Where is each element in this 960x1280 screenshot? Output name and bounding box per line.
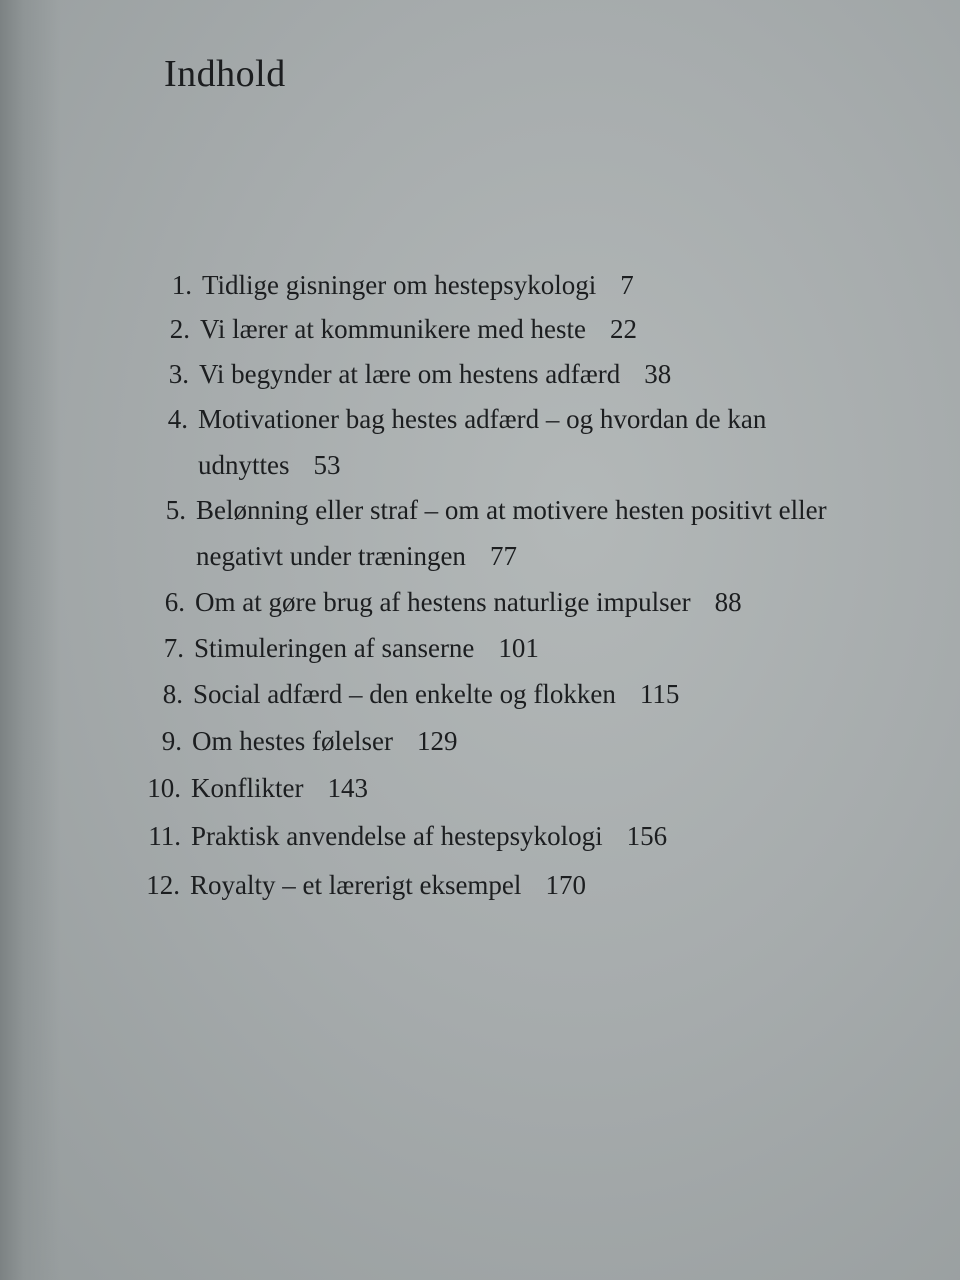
toc-entry-number: 12. bbox=[146, 870, 180, 900]
toc-entry-8 bbox=[162, 671, 680, 717]
toc-entry-title: Om at gøre brug af hestens naturlige impulser bbox=[195, 587, 691, 617]
toc-entry-title: Stimuleringen af sanserne bbox=[194, 633, 475, 663]
toc-entry-title: Vi lærer at kommunikere med heste bbox=[200, 314, 587, 344]
toc-entry-title: Om hestes følelser bbox=[192, 726, 393, 756]
toc-entry-page: 115 bbox=[639, 679, 680, 709]
toc-entry-number: 8. bbox=[162, 679, 183, 709]
toc-entry-title: Motivationer bag hestes adfærd – og hvordan de kan bbox=[198, 404, 767, 434]
toc-entry-page: 143 bbox=[327, 773, 368, 803]
toc-entry-page: 22 bbox=[610, 314, 638, 344]
toc-entry-page: 7 bbox=[620, 270, 634, 300]
toc-entry-title-cont: negativt under træningen bbox=[196, 541, 466, 571]
toc-entry-title: Belønning eller straf – om at motivere hesten positivt eller bbox=[196, 495, 827, 525]
toc-entry-title: Konflikter bbox=[191, 773, 304, 803]
toc-entry-9 bbox=[161, 718, 458, 764]
toc-entry-title: Vi begynder at lære om hestens adfærd bbox=[199, 359, 621, 389]
toc-entry-number: 7. bbox=[163, 633, 184, 663]
toc-entry-number: 10. bbox=[147, 773, 181, 803]
toc-entry-7 bbox=[163, 625, 539, 671]
toc-entry-12 bbox=[146, 862, 586, 908]
toc-entry-title: Royalty – et lærerigt eksempel bbox=[190, 870, 522, 900]
toc-entry-2 bbox=[169, 306, 638, 352]
toc-entry-page: 156 bbox=[626, 821, 668, 851]
toc-entry-3 bbox=[168, 351, 672, 397]
toc-entry-number: 2. bbox=[169, 314, 190, 344]
toc-entry-page: 77 bbox=[489, 541, 517, 571]
toc-entry-number: 4. bbox=[167, 404, 188, 434]
toc-entry-number: 5. bbox=[165, 495, 186, 525]
toc-entry-page: 170 bbox=[545, 870, 586, 900]
toc-entry-title: Social adfærd – den enkelte og flokken bbox=[193, 679, 616, 709]
toc-entry-10 bbox=[147, 765, 368, 811]
toc-entry-page: 38 bbox=[644, 359, 672, 389]
toc-entry-page: 101 bbox=[498, 633, 539, 663]
toc-entry-1 bbox=[171, 262, 634, 308]
toc-entry-number: 11. bbox=[148, 821, 181, 851]
toc-entry-page: 88 bbox=[714, 587, 742, 617]
toc-entry-title: Praktisk anvendelse af hestepsykologi bbox=[191, 821, 603, 851]
toc-entry-continuation bbox=[198, 442, 341, 488]
toc-entry-5 bbox=[165, 487, 827, 571]
toc-entry-title-cont: udnyttes bbox=[198, 450, 290, 480]
toc-entry-continuation bbox=[196, 533, 517, 579]
toc-entry-number: 6. bbox=[164, 587, 185, 617]
toc-entry-title: Tidlige gisninger om hestepsykologi bbox=[202, 270, 597, 300]
toc-entry-number: 3. bbox=[168, 359, 189, 389]
toc-entry-number: 1. bbox=[171, 270, 192, 300]
toc-entry-number: 9. bbox=[161, 726, 182, 756]
toc-entry-page: 53 bbox=[313, 450, 341, 480]
page-title: Indhold bbox=[164, 53, 286, 95]
toc-entry-6 bbox=[164, 579, 742, 625]
toc-entry-11 bbox=[148, 813, 668, 859]
toc-entry-page: 129 bbox=[416, 726, 458, 756]
toc-entry-4 bbox=[167, 396, 767, 480]
